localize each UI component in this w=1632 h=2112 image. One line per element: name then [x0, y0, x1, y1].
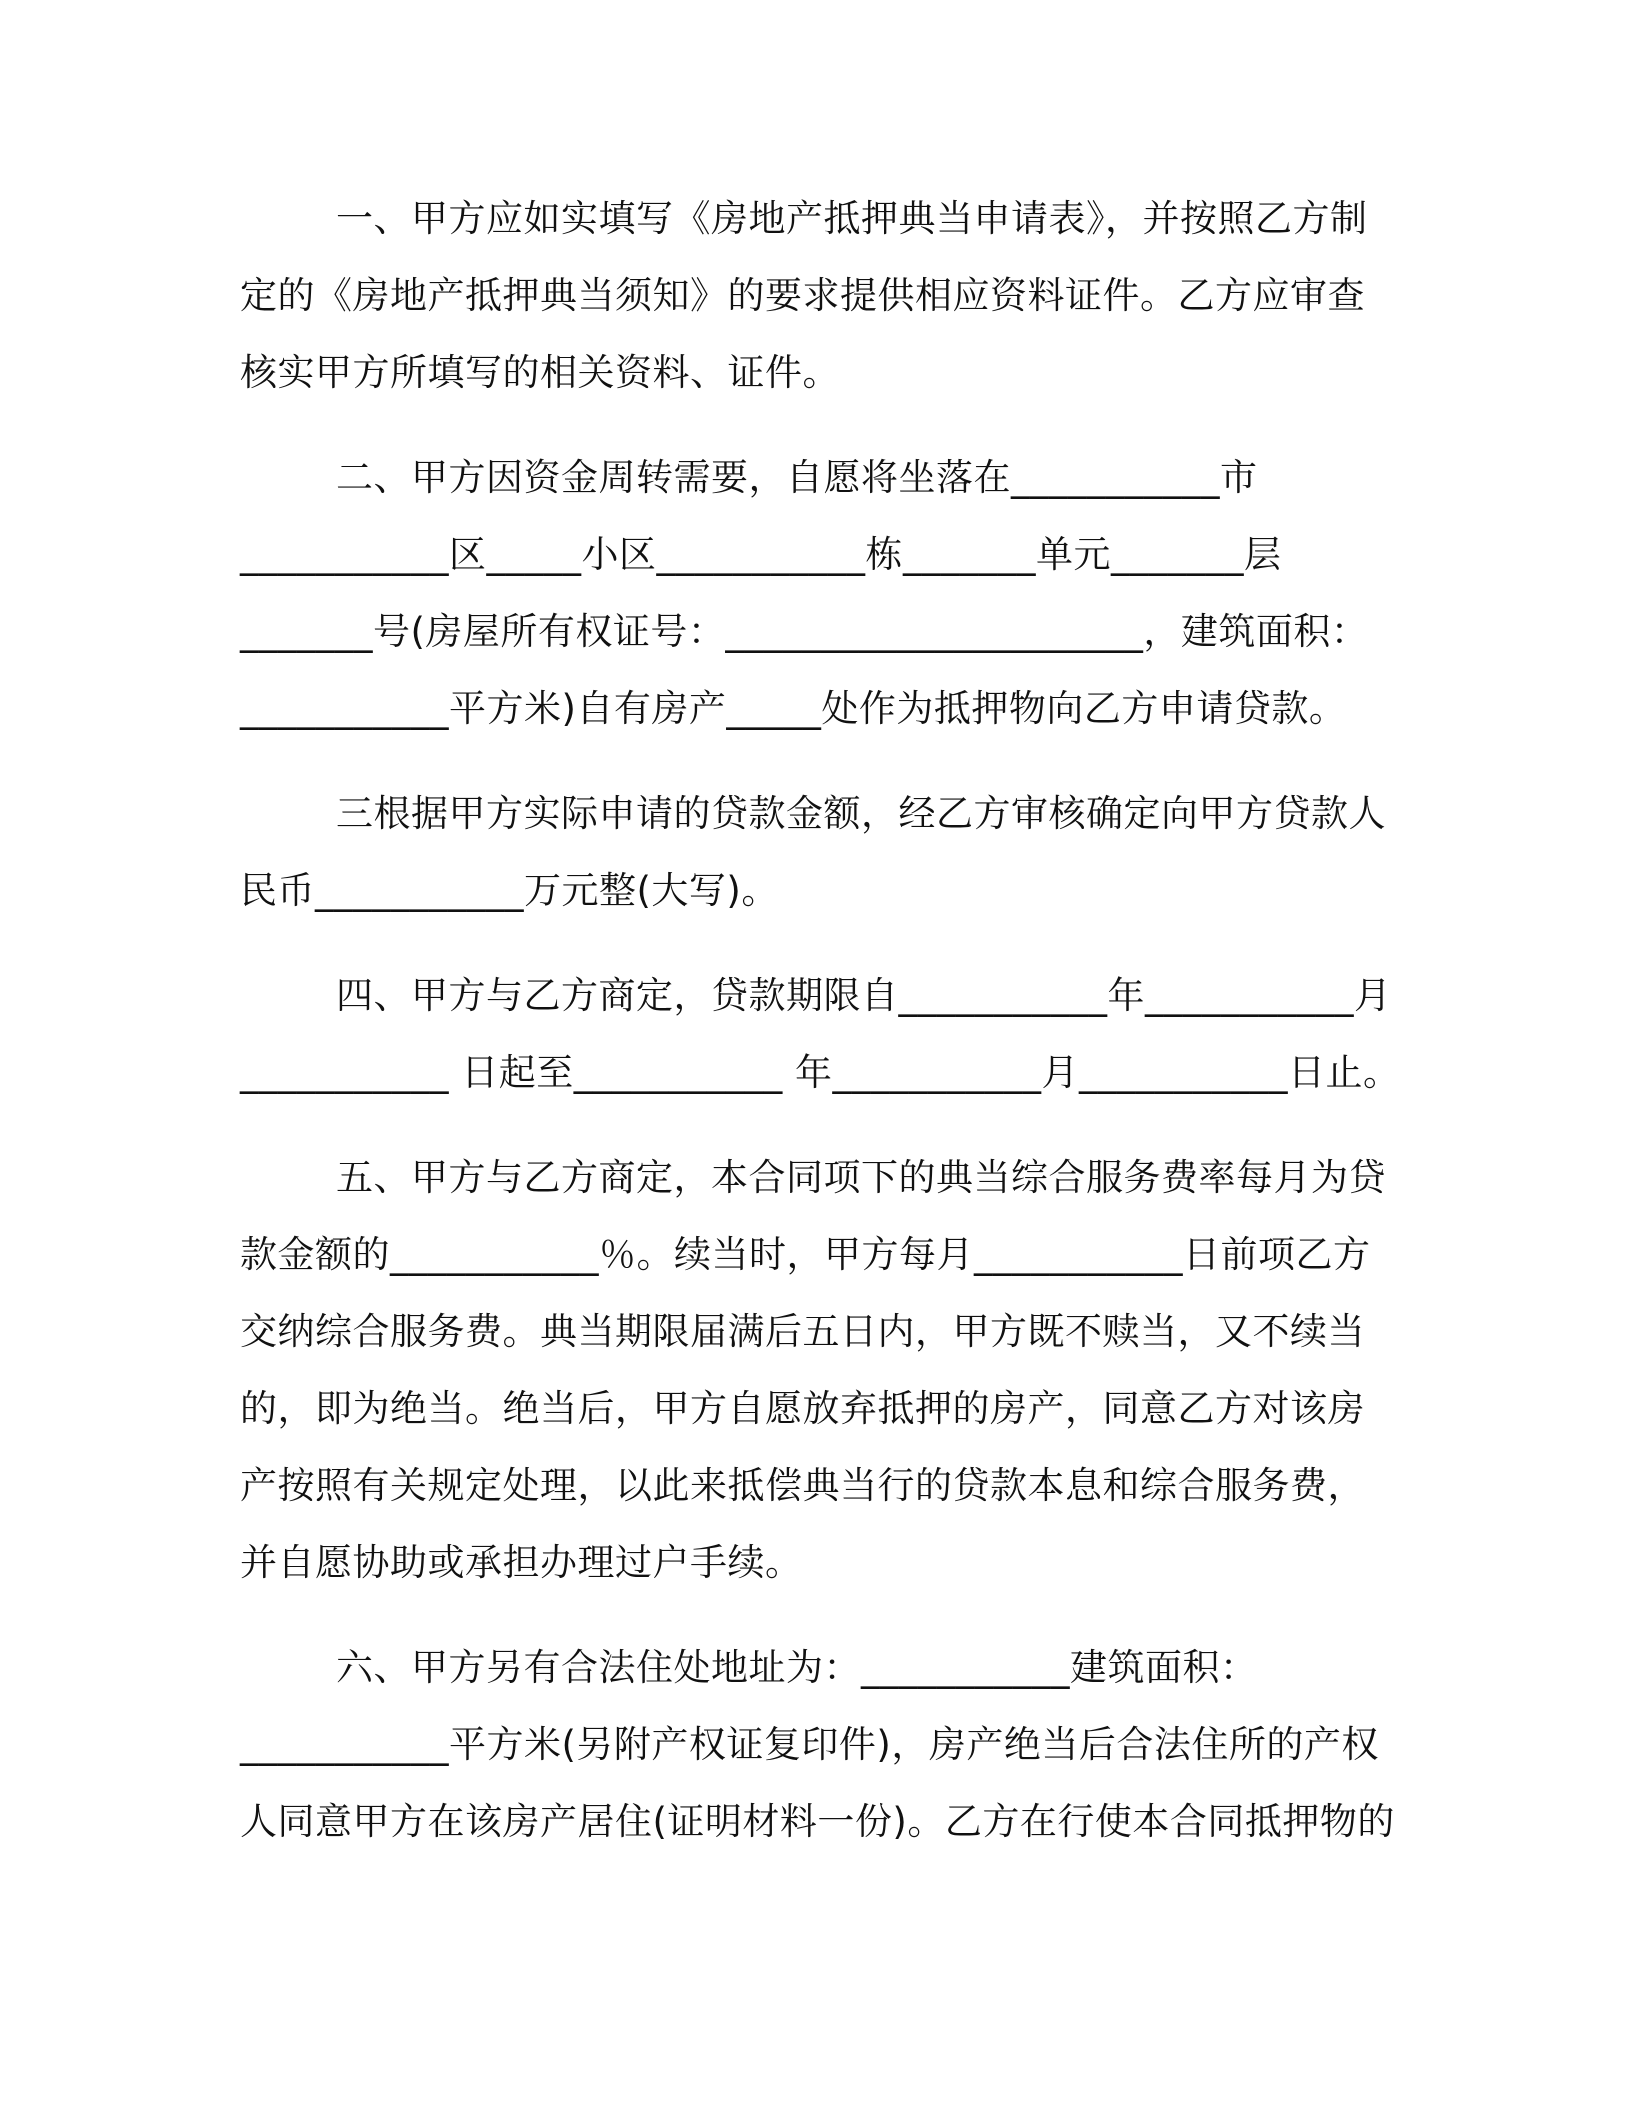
text-line: ___________区_____小区___________栋_______单元_______层	[240, 533, 1282, 576]
text-line: 五、甲方与乙方商定，本合同项下的典当综合服务费率每月为贷	[336, 1156, 1386, 1199]
text-line: 一、甲方应如实填写《房地产抵押典当申请表》，并按照乙方制	[336, 197, 1368, 240]
text-line: 人同意甲方在该房产居住(证明材料一份)。乙方在行使本合同抵押物的	[240, 1800, 1395, 1843]
clause-6	[240, 1629, 1410, 1860]
text-line: 款金额的___________％。续当时，甲方每月___________日前项乙方	[240, 1233, 1371, 1276]
clause-1	[240, 180, 1410, 411]
text-line: 并自愿协助或承担办理过户手续。	[240, 1541, 803, 1584]
text-line: 六、甲方另有合法住处地址为：___________建筑面积：	[336, 1646, 1258, 1689]
text-line: _______号(房屋所有权证号：______________________，建筑面积：	[240, 610, 1369, 653]
text-line: ___________ 日起至___________ 年___________月___________日止。	[240, 1051, 1401, 1094]
clause-4	[240, 957, 1410, 1111]
clause-5	[240, 1139, 1410, 1601]
text-line: 民币___________万元整(大写)。	[240, 869, 779, 912]
clause-2	[240, 439, 1410, 747]
text-line: 二、甲方因资金周转需要，自愿将坐落在___________市	[336, 456, 1258, 499]
text-line: 四、甲方与乙方商定，贷款期限自___________年___________月	[336, 974, 1392, 1017]
document-page	[240, 180, 1410, 1888]
clause-3	[240, 775, 1410, 929]
text-line: 的，即为绝当。绝当后，甲方自愿放弃抵押的房产，同意乙方对该房	[240, 1387, 1365, 1430]
text-line: ___________平方米(另附产权证复印件)，房产绝当后合法住所的产权	[240, 1723, 1379, 1766]
text-line: ___________平方米)自有房产_____处作为抵押物向乙方申请贷款。	[240, 687, 1347, 730]
text-line: 产按照有关规定处理，以此来抵偿典当行的贷款本息和综合服务费，	[240, 1464, 1365, 1507]
text-line: 交纳综合服务费。典当期限届满后五日内，甲方既不赎当，又不续当	[240, 1310, 1365, 1353]
text-line: 三根据甲方实际申请的贷款金额，经乙方审核确定向甲方贷款人	[336, 792, 1386, 835]
text-line: 核实甲方所填写的相关资料、证件。	[240, 351, 840, 394]
text-line: 定的《房地产抵押典当须知》的要求提供相应资料证件。乙方应审查	[240, 274, 1365, 317]
